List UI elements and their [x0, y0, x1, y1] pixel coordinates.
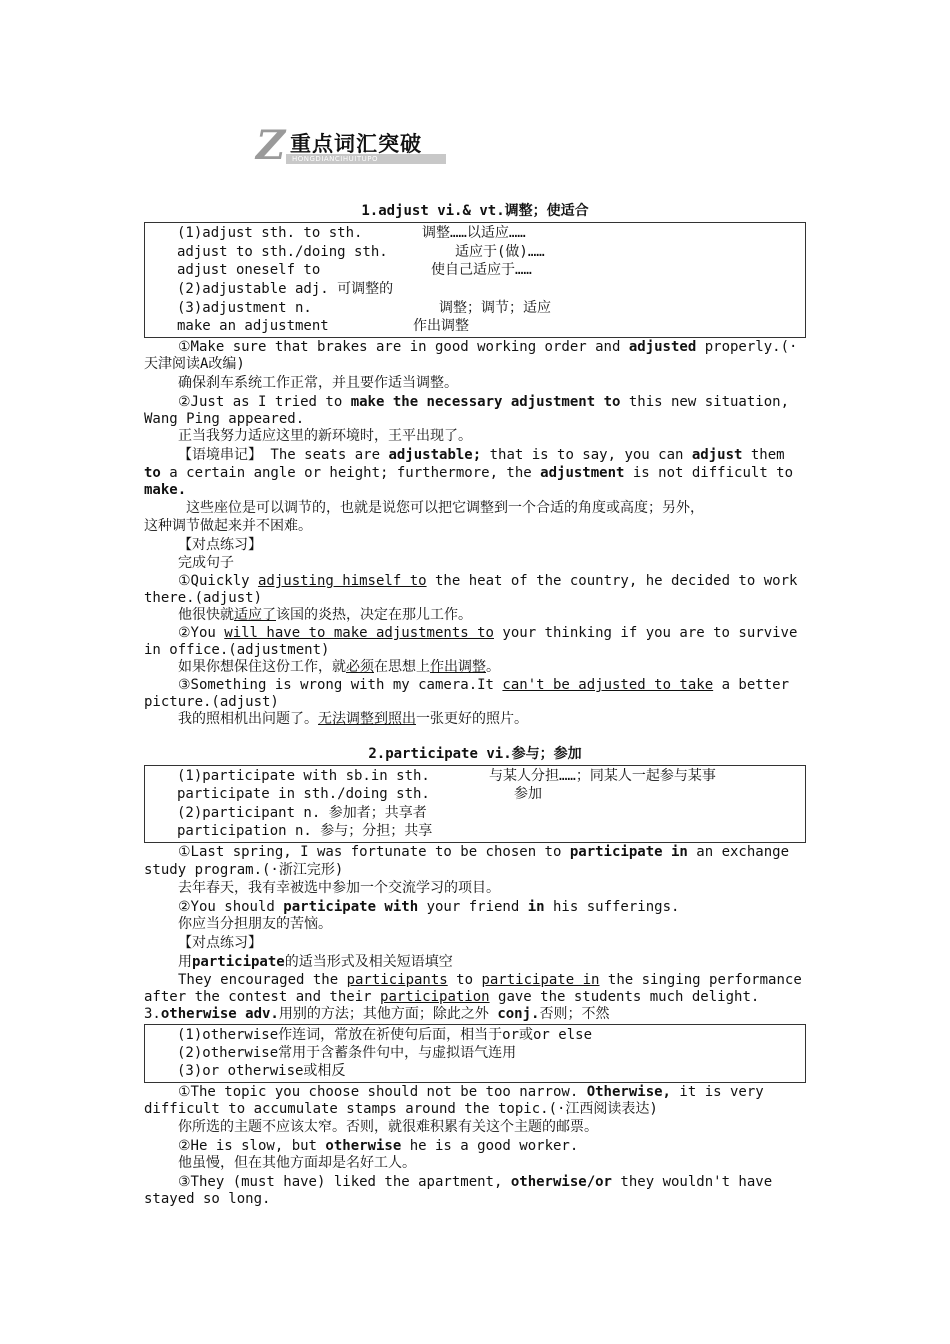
section-header [256, 122, 446, 169]
practice-2-cont: in office.(adjustment) [144, 642, 330, 658]
example-2-cn: 你应当分担朋友的苦恼。 [178, 916, 332, 932]
practice-3-cn: 我的照相机出问题了。无法调整到照出一张更好的照片。 [178, 711, 528, 727]
example-1: ①Make sure that brakes are in good working order and adjusted properly.(· [178, 339, 798, 355]
section-3-heading: 3.otherwise adv.用别的方法；其他方面；除此之外 conj.否则；不然 [144, 1006, 610, 1022]
box-row: (3)adjustment n. [177, 300, 312, 316]
example-2-cn: 他虽慢，但在其他方面却是名好工人。 [178, 1155, 416, 1171]
box-row-cn: 调整……以适应…… [422, 225, 526, 241]
header-title: 重点词汇突破 [290, 132, 422, 156]
box-row: adjust to sth./doing sth. [177, 244, 388, 260]
example-1-cn: 你所选的主题不应该太窄。否则，就很难积累有关这个主题的邮票。 [178, 1119, 598, 1135]
example-2-cont: Wang Ping appeared. [144, 411, 305, 427]
section-1-box [144, 222, 806, 338]
box-row: adjust oneself to [177, 262, 321, 278]
example-3: ③They (must have) liked the apartment, otherwise/or they wouldn't have [178, 1174, 773, 1190]
box-row: make an adjustment [177, 318, 329, 334]
box-row-cn: 与某人分担……；同某人一起参与某事 [489, 768, 716, 784]
example-1: ①Last spring, I was fortunate to be chosen to participate in an exchange [178, 844, 790, 860]
example-1-cn: 去年春天，我有幸被选中参加一个交流学习的项目。 [178, 880, 500, 896]
practice-label: 【对点练习】 [178, 537, 262, 553]
section-3-box [144, 1024, 806, 1083]
box-row: (1)otherwise作连词，常放在祈使句后面，相当于or或or else [177, 1027, 593, 1043]
box-row: (2)adjustable adj. 可调整的 [177, 281, 394, 297]
context-line-1: 【语境串记】 The seats are adjustable; that is to say, you can adjust them [178, 447, 785, 463]
practice-3-cont: picture.(adjust) [144, 694, 279, 710]
context-cn-1: 这些座位是可以调节的，也就是说您可以把它调整到一个合适的角度或高度；另外， [186, 500, 704, 516]
context-cn-2: 这种调节做起来并不困难。 [144, 518, 312, 534]
header-logo-letter: Z [256, 122, 286, 169]
practice-label: 【对点练习】 [178, 935, 262, 951]
example-2: ②He is slow, but otherwise he is a good worker. [178, 1138, 579, 1154]
example-1-cont: study program.(·浙江完形) [144, 862, 344, 878]
practice-sentence-cont: after the contest and their participation gave the students much delight. [144, 989, 760, 1005]
box-row-cn: 作出调整 [413, 318, 469, 334]
example-3-cont: stayed so long. [144, 1191, 271, 1207]
example-1-cont: difficult to accumulate stamps around the topic.(·江西阅读表达) [144, 1101, 658, 1117]
example-1-cont: 天津阅读A改编) [144, 356, 245, 372]
practice-1: ①Quickly adjusting himself to the heat of the country, he decided to work [178, 573, 798, 589]
example-1-cn: 确保刹车系统工作正常，并且要作适当调整。 [178, 375, 458, 391]
example-2: ②You should participate with your friend in his sufferings. [178, 899, 680, 915]
box-row: (2)participant n. 参加者；共享者 [177, 805, 427, 821]
box-row: (3)or otherwise或相反 [177, 1063, 346, 1079]
box-row-cn: 使自己适应于…… [431, 262, 532, 278]
box-row: (1)participate with sb.in sth. [177, 768, 430, 784]
box-row: (2)otherwise常用于含蓄条件句中，与虚拟语气连用 [177, 1045, 517, 1061]
box-row: participation n. 参与；分担；共享 [177, 823, 433, 839]
practice-3: ③Something is wrong with my camera.It can't be adjusted to take a better [178, 677, 789, 693]
box-row-cn: 适应于(做)…… [455, 244, 545, 260]
example-2: ②Just as I tried to make the necessary adjustment to this new situation, [178, 394, 789, 410]
box-row-cn: 参加 [514, 786, 542, 802]
section-2-heading: 2.participate vi.参与；参加 [368, 746, 582, 762]
context-line-2: to a certain angle or height; furthermore, the adjustment is not difficult to [144, 465, 794, 481]
context-line-3: make. [144, 482, 187, 498]
example-2-cn: 正当我努力适应这里的新环境时，王平出现了。 [178, 428, 472, 444]
header-subtitle: HONGDIANCIHUITUPO [292, 155, 378, 163]
practice-task: 用participate的适当形式及相关短语填空 [178, 954, 453, 970]
box-row-cn: 调整；调节；适应 [439, 300, 551, 316]
practice-sentence: They encouraged the participants to participate in the singing performance [178, 972, 802, 988]
practice-1-cont: there.(adjust) [144, 590, 263, 606]
practice-2: ②You will have to make adjustments to your thinking if you are to survive [178, 625, 798, 641]
box-row: participate in sth./doing sth. [177, 786, 430, 802]
practice-1-cn: 他很快就适应了该国的炎热，决定在那儿工作。 [178, 607, 472, 623]
section-2-box [144, 765, 806, 843]
practice-2-cn: 如果你想保住这份工作，就必须在思想上作出调整。 [178, 659, 500, 675]
section-1-heading: 1.adjust vi.& vt.调整；使适合 [361, 203, 589, 219]
box-row: (1)adjust sth. to sth. [177, 225, 363, 241]
practice-task: 完成句子 [178, 555, 234, 571]
example-1: ①The topic you choose should not be too narrow. Otherwise, it is very [178, 1084, 764, 1100]
